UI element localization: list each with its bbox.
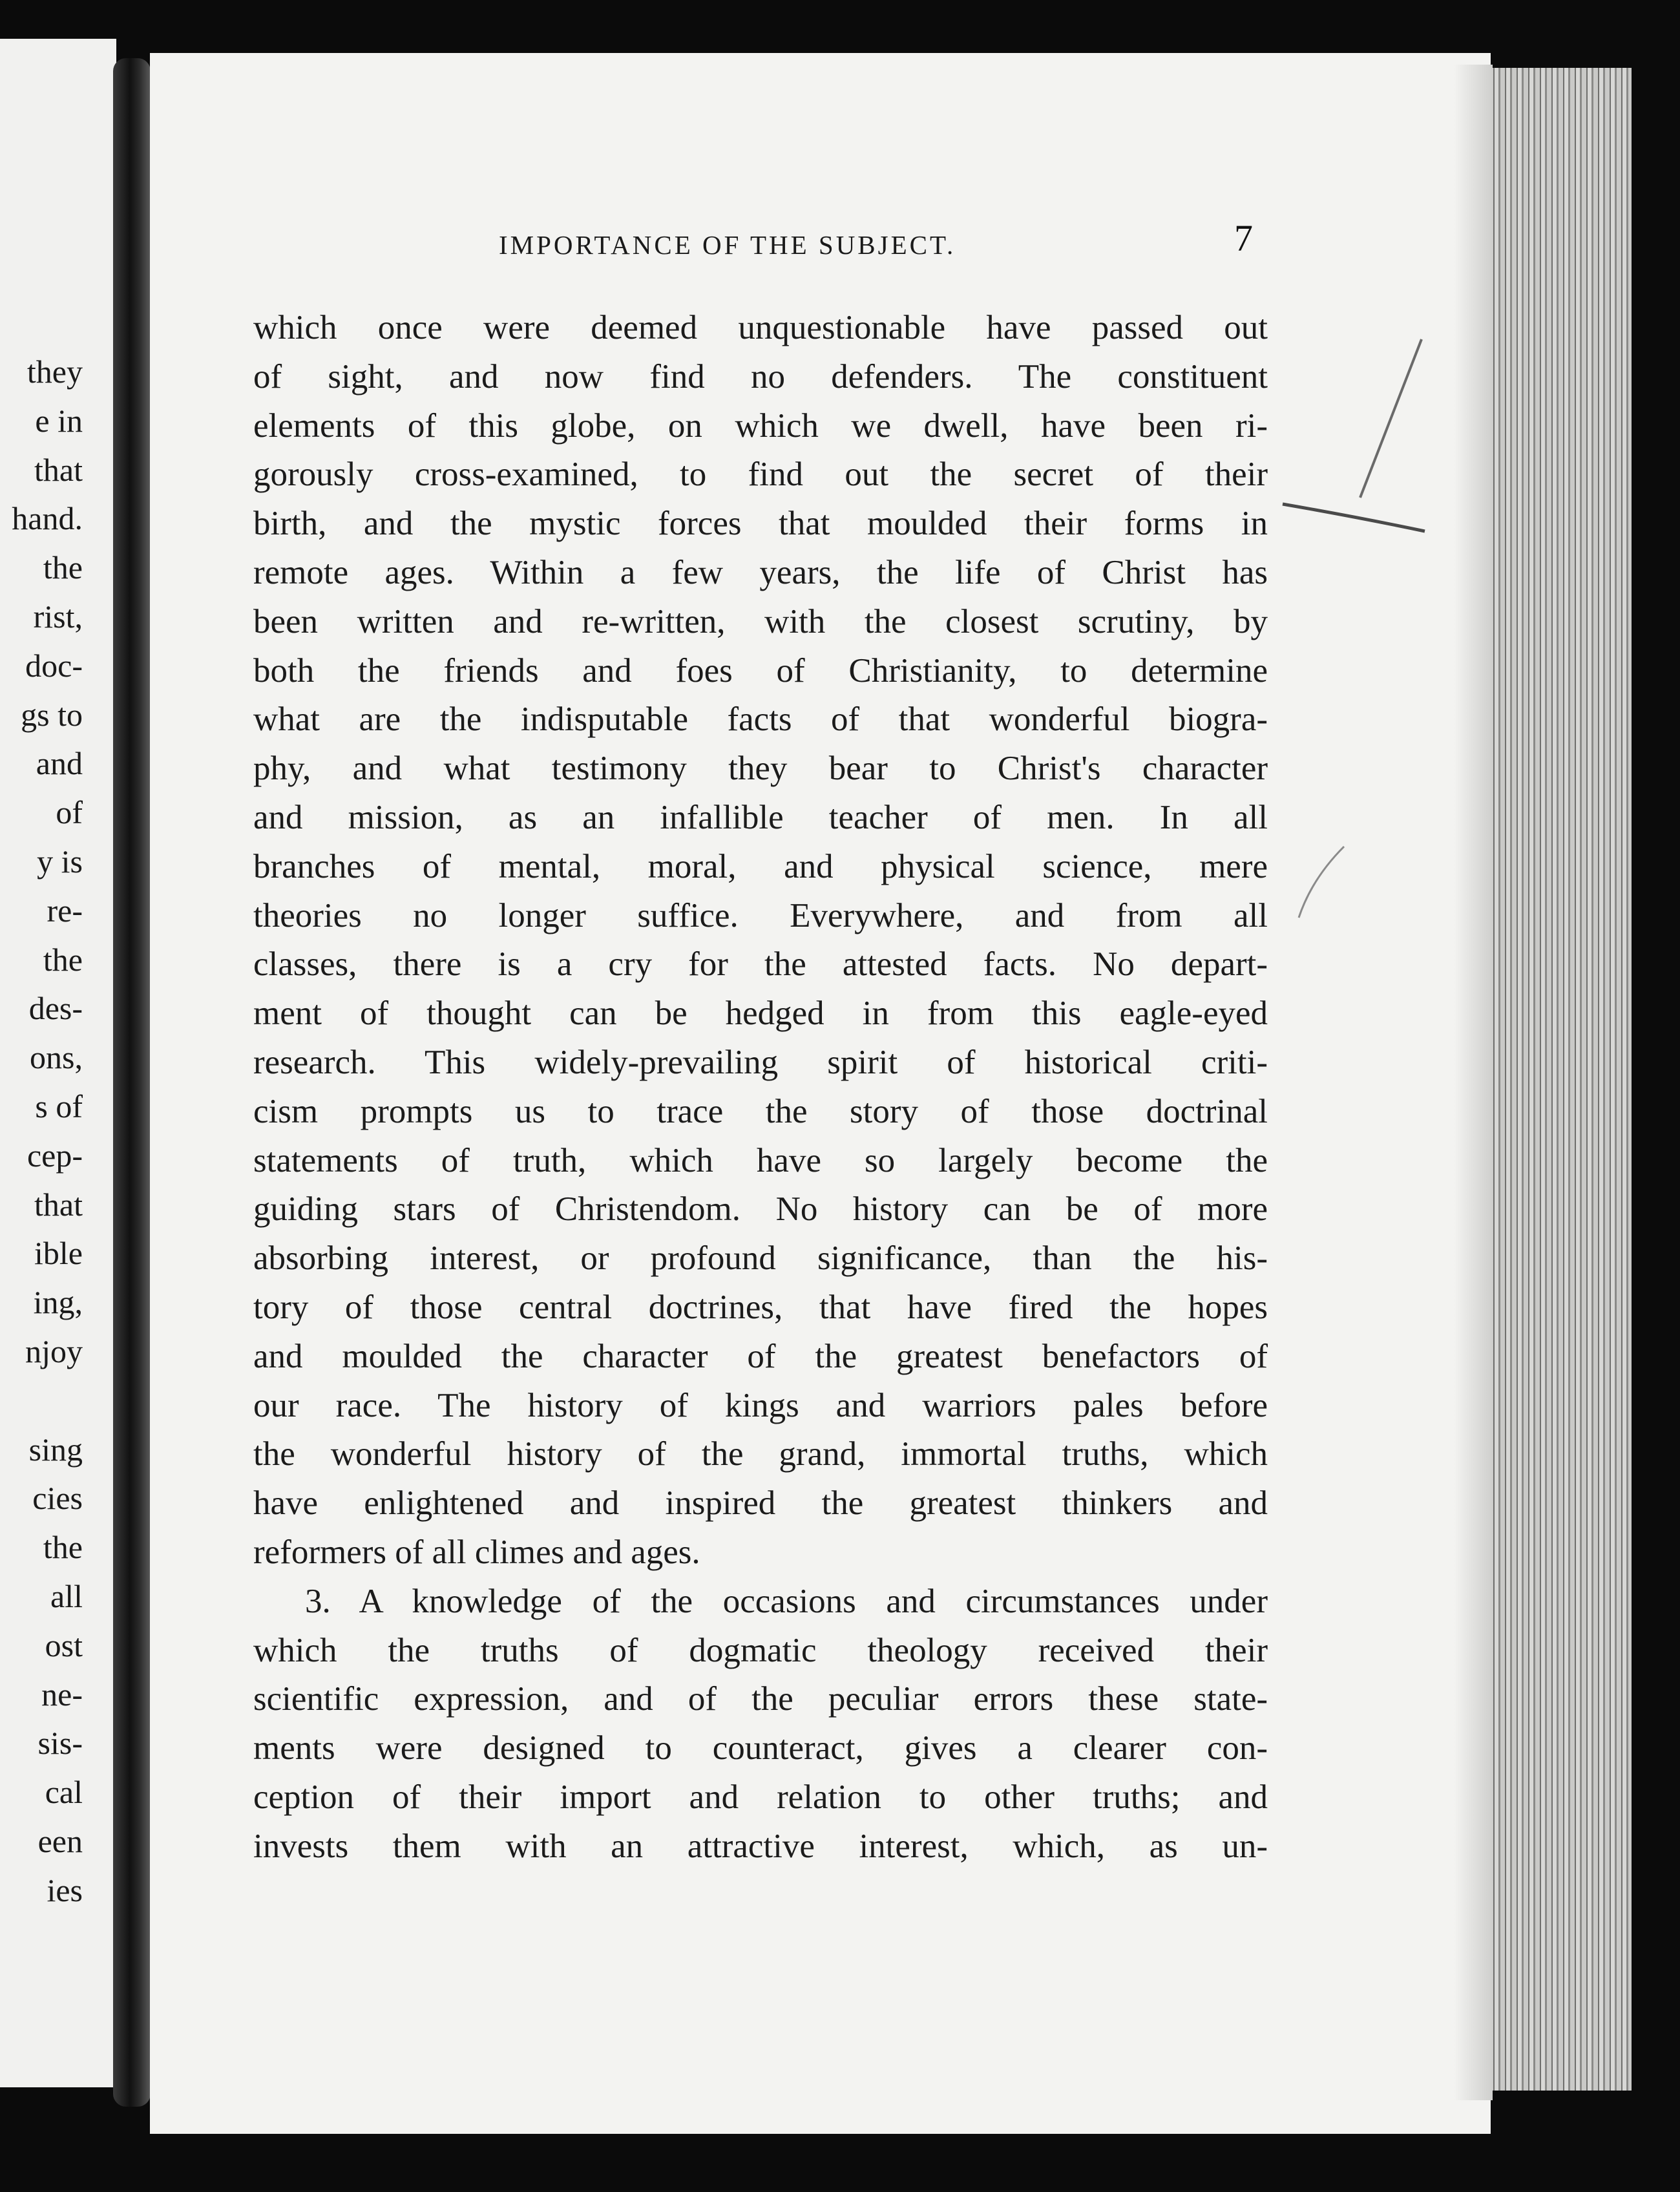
text-line: of sight, and now find no defenders. The constituent [253, 357, 1268, 395]
left-fragment: cep- [26, 1137, 83, 1174]
text-line: cism prompts us to trace the story of those doctrinal [253, 1092, 1268, 1130]
pencil-stroke [1360, 339, 1422, 498]
text-line: ment of thought can be hedged in from this eagle-eyed [253, 995, 1268, 1033]
text-line: both the friends and foes of Christianity, to determine [253, 651, 1268, 690]
text-line: classes, there is a cry for the attested facts. No depart- [253, 945, 1268, 984]
left-fragment: s of [35, 1088, 83, 1124]
text-line: theories no longer suffice. Everywhere, and from all [253, 896, 1268, 934]
left-fragment: des- [28, 990, 83, 1027]
left-fragment: that [34, 451, 83, 488]
text-line: phy, and what testimony they bear to Christ's character [253, 750, 1268, 788]
left-fragment: ing, [33, 1284, 83, 1321]
text-line: ments were designed to counteract, gives a clearer con- [253, 1729, 1268, 1767]
text-line: which once were deemed unquestionable have passed out [253, 309, 1268, 346]
text-line: what are the indisputable facts of that wonderful biogra- [253, 701, 1268, 739]
left-fragment: the [43, 1529, 83, 1566]
left-fragment: gs to [21, 696, 83, 733]
left-fragment: ne- [41, 1676, 83, 1712]
page-number: 7 [1234, 217, 1253, 259]
left-fragment: that [34, 1186, 83, 1223]
left-fragment: ons, [30, 1039, 83, 1076]
text-line: absorbing interest, or profound significance, than the his- [253, 1239, 1268, 1278]
text-line: elements of this globe, on which we dwell, have been ri- [253, 406, 1268, 445]
text-line: 3. A knowledge of the occasions and circumstances under [305, 1582, 1268, 1620]
left-fragment: e in [35, 402, 83, 439]
text-line: which the truths of dogmatic theology received their [253, 1631, 1268, 1669]
left-fragment: njoy [25, 1333, 83, 1369]
text-line: birth, and the mystic forces that moulded their forms in [253, 505, 1268, 543]
left-fragment: all [50, 1577, 83, 1614]
left-fragment: the [43, 549, 83, 586]
left-fragment: rist, [33, 598, 83, 635]
left-fragment: of [56, 794, 83, 831]
text-line: scientific expression, and of the peculiar errors these state- [253, 1680, 1268, 1718]
left-fragment: y is [37, 843, 83, 880]
text-line: statements of truth, which have so largely become the [253, 1141, 1268, 1179]
text-line: been written and re-written, with the closest scrutiny, by [253, 602, 1268, 640]
text-line: remote ages. Within a few years, the life of Christ has [253, 553, 1268, 591]
pencil-stroke [1283, 504, 1425, 531]
left-fragment: ible [34, 1235, 83, 1272]
text-line: gorously cross-examined, to find out the secret of their [253, 456, 1268, 494]
left-fragment: hand. [12, 500, 83, 537]
text-line: invests them with an attractive interest, which, as un- [253, 1827, 1268, 1865]
left-fragment: doc- [25, 647, 83, 684]
pencil-stroke [1299, 847, 1344, 918]
text-line: have enlightened and inspired the greatest thinkers and [253, 1484, 1268, 1523]
text-line: research. This widely-prevailing spirit of historical criti- [253, 1043, 1268, 1081]
left-fragment: ost [45, 1627, 83, 1663]
left-fragment: cies [32, 1480, 83, 1517]
left-fragment: ies [47, 1871, 83, 1908]
left-fragment: sis- [37, 1725, 83, 1762]
text-line: ception of their import and relation to other truths; and [253, 1778, 1268, 1816]
text-line: the wonderful history of the grand, immortal truths, which [253, 1435, 1268, 1473]
left-fragment: the [43, 941, 83, 978]
text-line: guiding stars of Christendom. No history can be of more [253, 1190, 1268, 1228]
left-fragment: re- [47, 892, 83, 929]
text-line: reformers of all climes and ages. [253, 1533, 700, 1571]
left-fragment: sing [28, 1431, 83, 1468]
running-head: IMPORTANCE OF THE SUBJECT. [499, 230, 956, 260]
text-line: branches of mental, moral, and physical science, mere [253, 847, 1268, 885]
left-fragment: een [37, 1822, 83, 1859]
text-line: tory of those central doctrines, that have fired the hopes [253, 1288, 1268, 1326]
left-fragment: cal [45, 1774, 83, 1811]
text-line: and moulded the character of the greatest benefactors of [253, 1337, 1268, 1375]
text-line: our race. The history of kings and warriors pales before [253, 1386, 1268, 1424]
left-fragment: they [26, 353, 83, 390]
text-line: and mission, as an infallible teacher of men. In all [253, 798, 1268, 836]
left-fragment: and [36, 745, 83, 782]
